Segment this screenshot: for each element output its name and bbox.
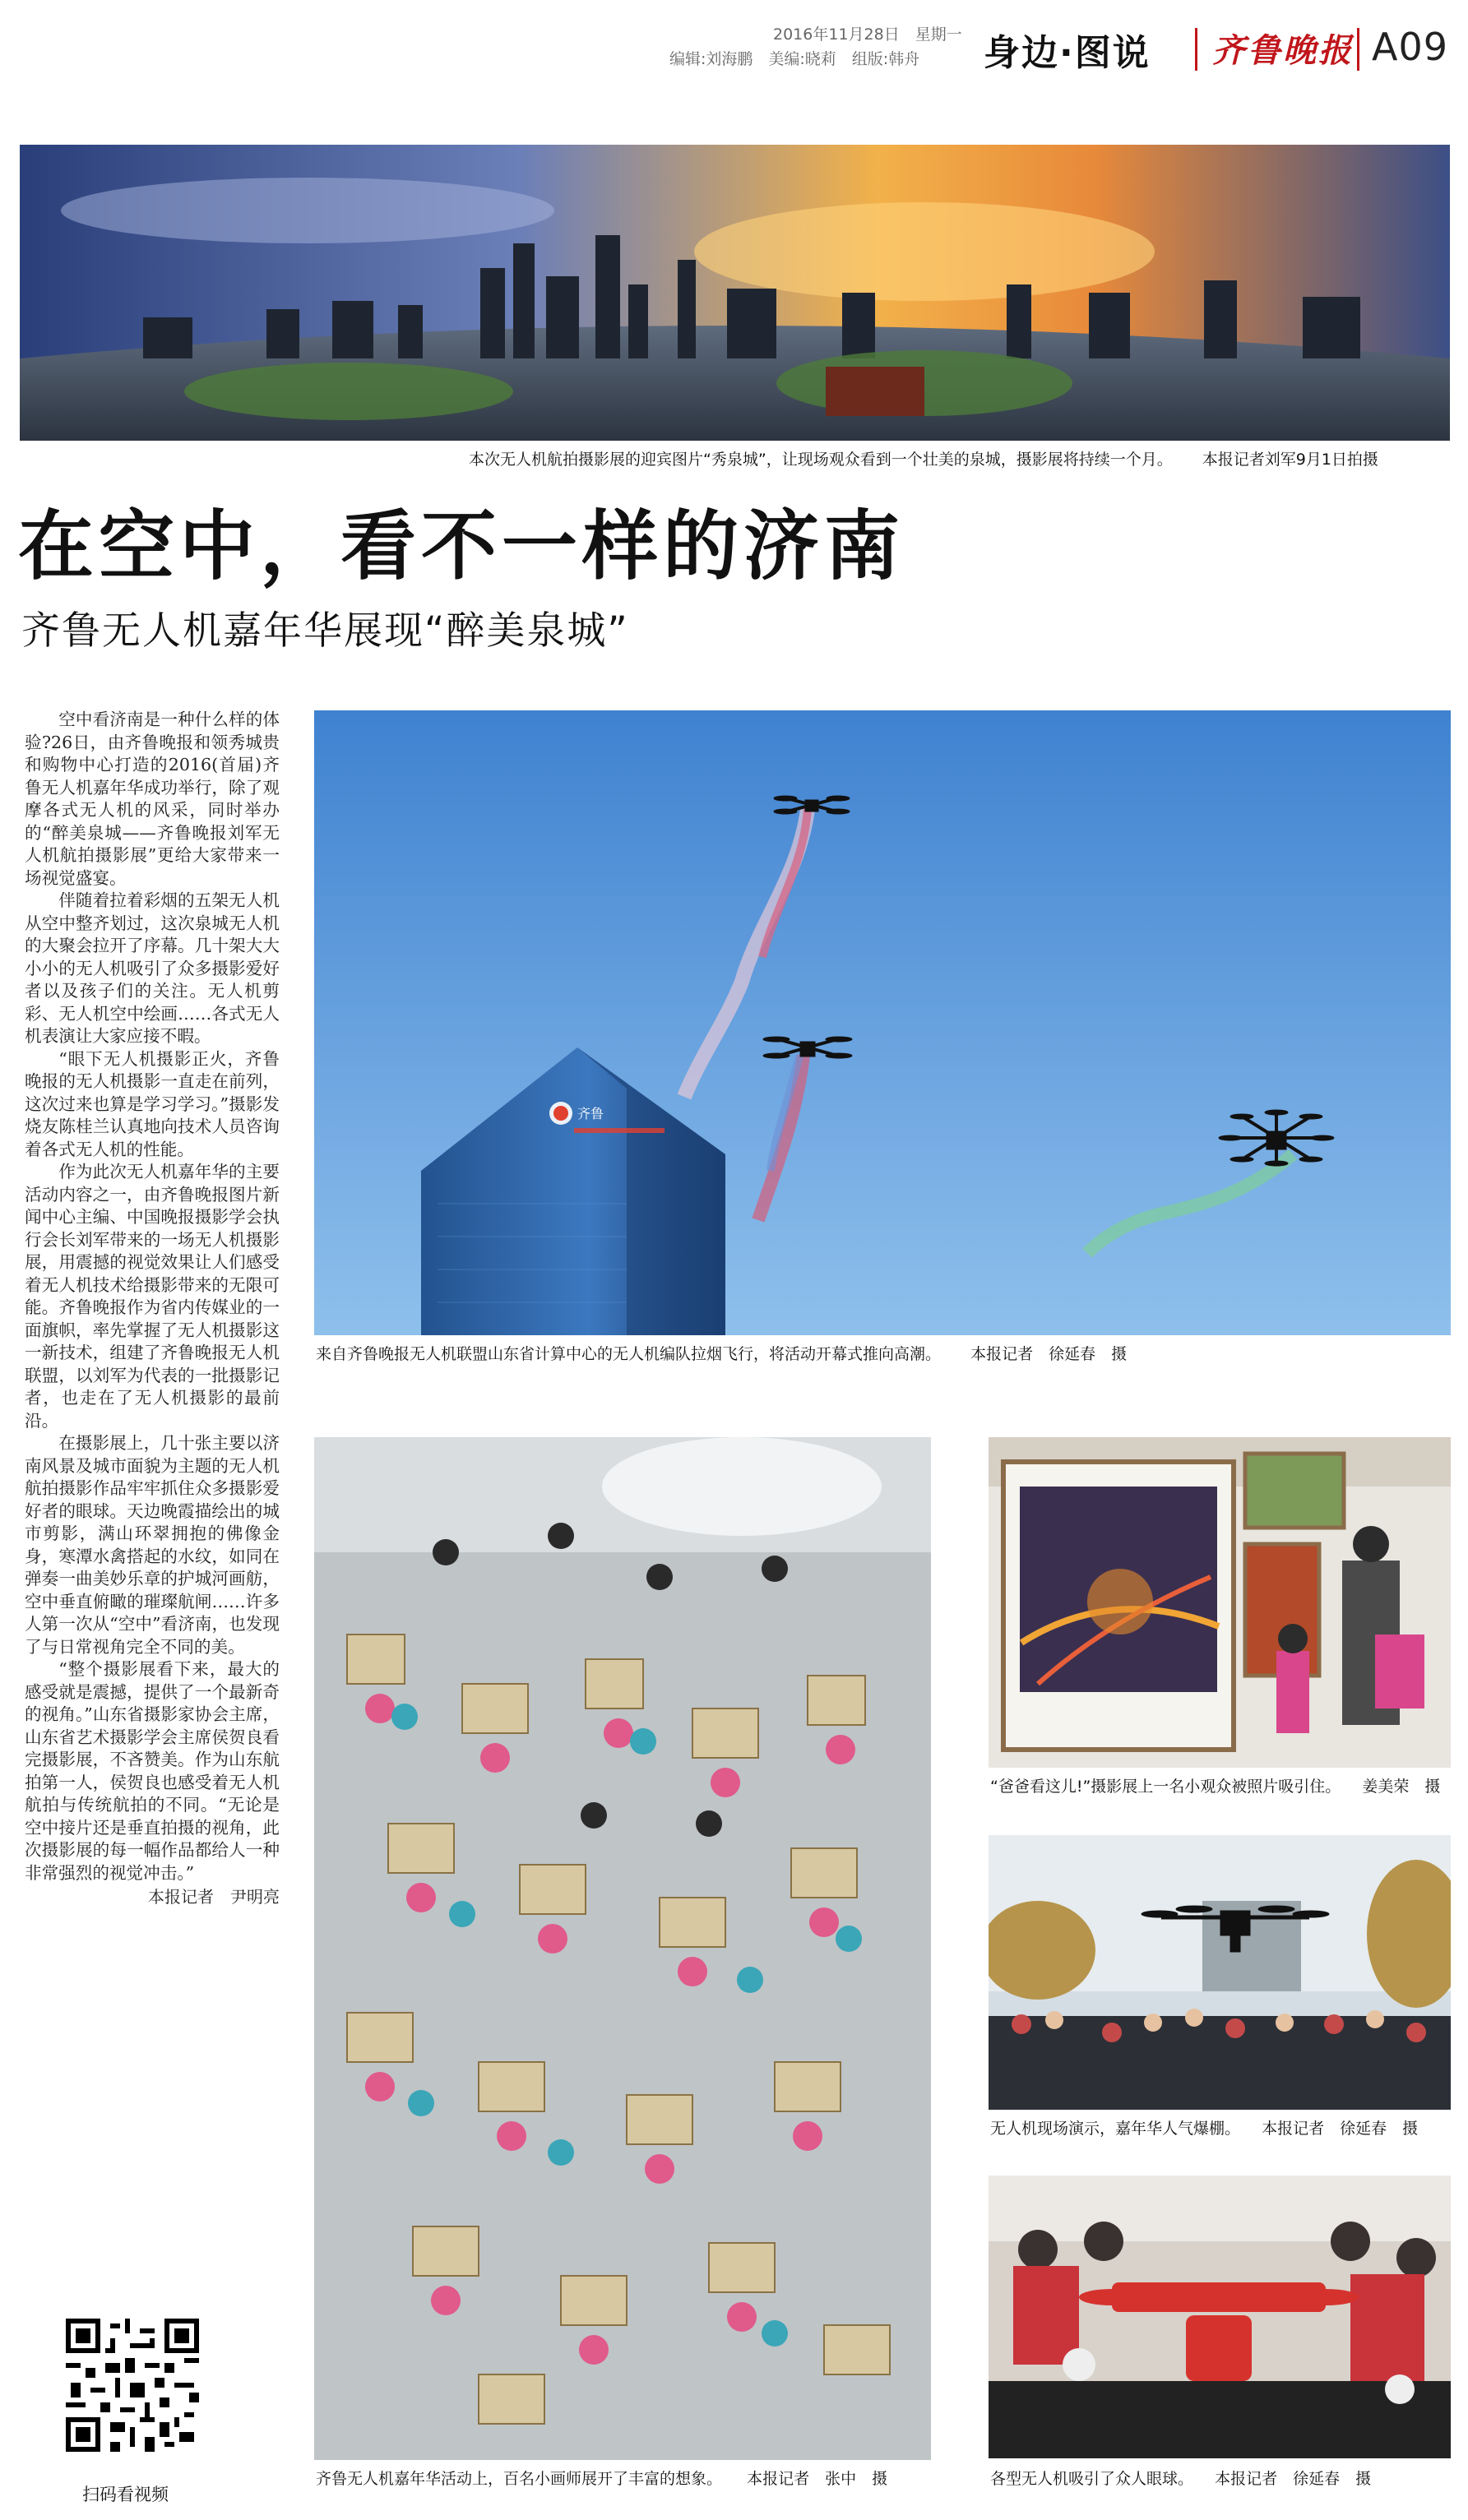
- article-paragraph: “整个摄影展看下来，最大的感受就是震撼，提供了一个最新奇的视角。”山东省摄影家协会主席，山东省艺术摄影学会主席侯贺良看完摄影展，不吝赞美。作为山东航拍第一人，侯贺良也感受着无人机航拍与传统航拍的不同。“无论是空中接片还是垂直拍摄的视角，此次摄影展的每一幅作品都给人一种非常强烈的视觉冲击。”: [25, 1659, 280, 1883]
- caption-credit: 本报记者 徐延春 摄: [970, 1345, 1128, 1363]
- kids-caption: [316, 2468, 887, 2490]
- crowd-photo: [989, 1835, 1451, 2110]
- caption-credit: 本报记者 徐延春 摄: [1262, 2120, 1419, 2138]
- article-paragraph: 作为此次无人机嘉年华的主要活动内容之一，由齐鲁晚报图片新闻中心主编、中国晚报摄影学会执行会长刘军带来的一场无人机摄影展，用震撼的视觉效果让人们感受着无人机技术给摄影带来的无限可能。齐鲁晚报作为省内传媒业的一面旗帜，率先掌握了无人机摄影这一新技术，组建了齐鲁晚报无人机联盟，以刘军为代表的一批摄影记者，也走在了无人机摄影的最前沿。: [25, 1162, 280, 1431]
- headline-subtitle: 齐鲁无人机嘉年华展现“醉美泉城”: [21, 608, 629, 654]
- gallery-photo: [989, 1437, 1451, 1768]
- editors-line: 编辑:刘海鹏 美编:晓莉 组版:韩舟: [669, 50, 920, 68]
- drones-caption: [316, 1343, 1127, 1365]
- panorama-caption: [469, 449, 1378, 470]
- caption-text: 无人机现场演示，嘉年华人气爆棚。: [990, 2120, 1241, 2138]
- crowd-caption: [990, 2118, 1418, 2139]
- panorama-photo: [20, 145, 1450, 441]
- caption-text: “爸爸看这儿!”摄影展上一名小观众被照片吸引住。: [990, 1778, 1341, 1796]
- machines-caption: [990, 2468, 1371, 2490]
- header-divider: [1195, 28, 1197, 71]
- caption-text: 各型无人机吸引了众人眼球。: [990, 2470, 1194, 2488]
- caption-text: 本次无人机航拍摄影展的迎宾图片“秀泉城”，让现场观众看到一个壮美的泉城，摄影展将持续一个月。: [469, 451, 1173, 469]
- headline-title: 在空中，看不一样的济南: [18, 502, 905, 590]
- gallery-caption: [990, 1776, 1440, 1797]
- article-paragraph: “眼下无人机摄影正火，齐鲁晚报的无人机摄影一直走在前列，这次过来也算是学习学习。”摄影发烧友陈桂兰认真地向技术人员咨询着各式无人机的性能。: [25, 1048, 280, 1159]
- page-number: A09: [1372, 25, 1449, 69]
- caption-text: 来自齐鲁晚报无人机联盟山东省计算中心的无人机编队拉烟飞行，将活动开幕式推向高潮。: [316, 1345, 942, 1363]
- caption-credit: 本报记者刘军9月1日拍摄: [1202, 451, 1378, 469]
- header-divider: [1357, 28, 1359, 71]
- date-line: 2016年11月28日 星期一: [773, 25, 962, 44]
- qr-caption: 扫码看视频: [82, 2485, 169, 2504]
- section-title: 身边·图说: [984, 32, 1151, 74]
- drones-photo: [314, 710, 1451, 1335]
- caption-credit: 本报记者 徐延春 摄: [1215, 2470, 1372, 2488]
- article-paragraph: 在摄影展上，几十张主要以济南风景及城市面貌为主题的无人机航拍摄影作品牢牢抓住众多摄影爱好者的眼球。天边晚霞描绘出的城市剪影，满山环翠拥抱的佛像金身，寒潭水禽搭起的水纹，如同在弹奏一曲美妙乐章的护城河画舫，空中垂直俯瞰的璀璨航闸……许多人第一次从“空中”看济南，也发现了与日常视角完全不同的美。: [25, 1433, 280, 1657]
- article-body: [25, 709, 280, 1909]
- caption-credit: 姜美荣 摄: [1362, 1778, 1441, 1796]
- kids-painting-photo: [314, 1437, 931, 2460]
- building-sign: 齐鲁: [577, 1106, 604, 1121]
- article-byline: 本报记者 尹明亮: [148, 1887, 280, 1907]
- article-paragraph: 伴随着拉着彩烟的五架无人机从空中整齐划过，这次泉城无人机的大聚会拉开了序幕。几十架大大小小的无人机吸引了众多摄影爱好者以及孩子们的关注。无人机剪彩、无人机空中绘画……各式无人机表演让大家应接不暇。: [25, 890, 280, 1046]
- paper-name: 齐鲁晚报: [1212, 31, 1354, 70]
- qr-code[interactable]: [66, 2319, 199, 2452]
- article-paragraph: 空中看济南是一种什么样的体验?26日，由齐鲁晚报和领秀城贵和购物中心打造的2016(首届)齐鲁无人机嘉年华成功举行，除了观摩各式无人机的风采，同时举办的“醉美泉城——齐鲁晚报刘军无人机航拍摄影展”更给大家带来一场视觉盛宴。: [25, 710, 280, 888]
- machines-photo: [989, 2176, 1451, 2458]
- caption-credit: 本报记者 张中 摄: [747, 2470, 888, 2488]
- caption-text: 齐鲁无人机嘉年华活动上，百名小画师展开了丰富的想象。: [316, 2470, 723, 2488]
